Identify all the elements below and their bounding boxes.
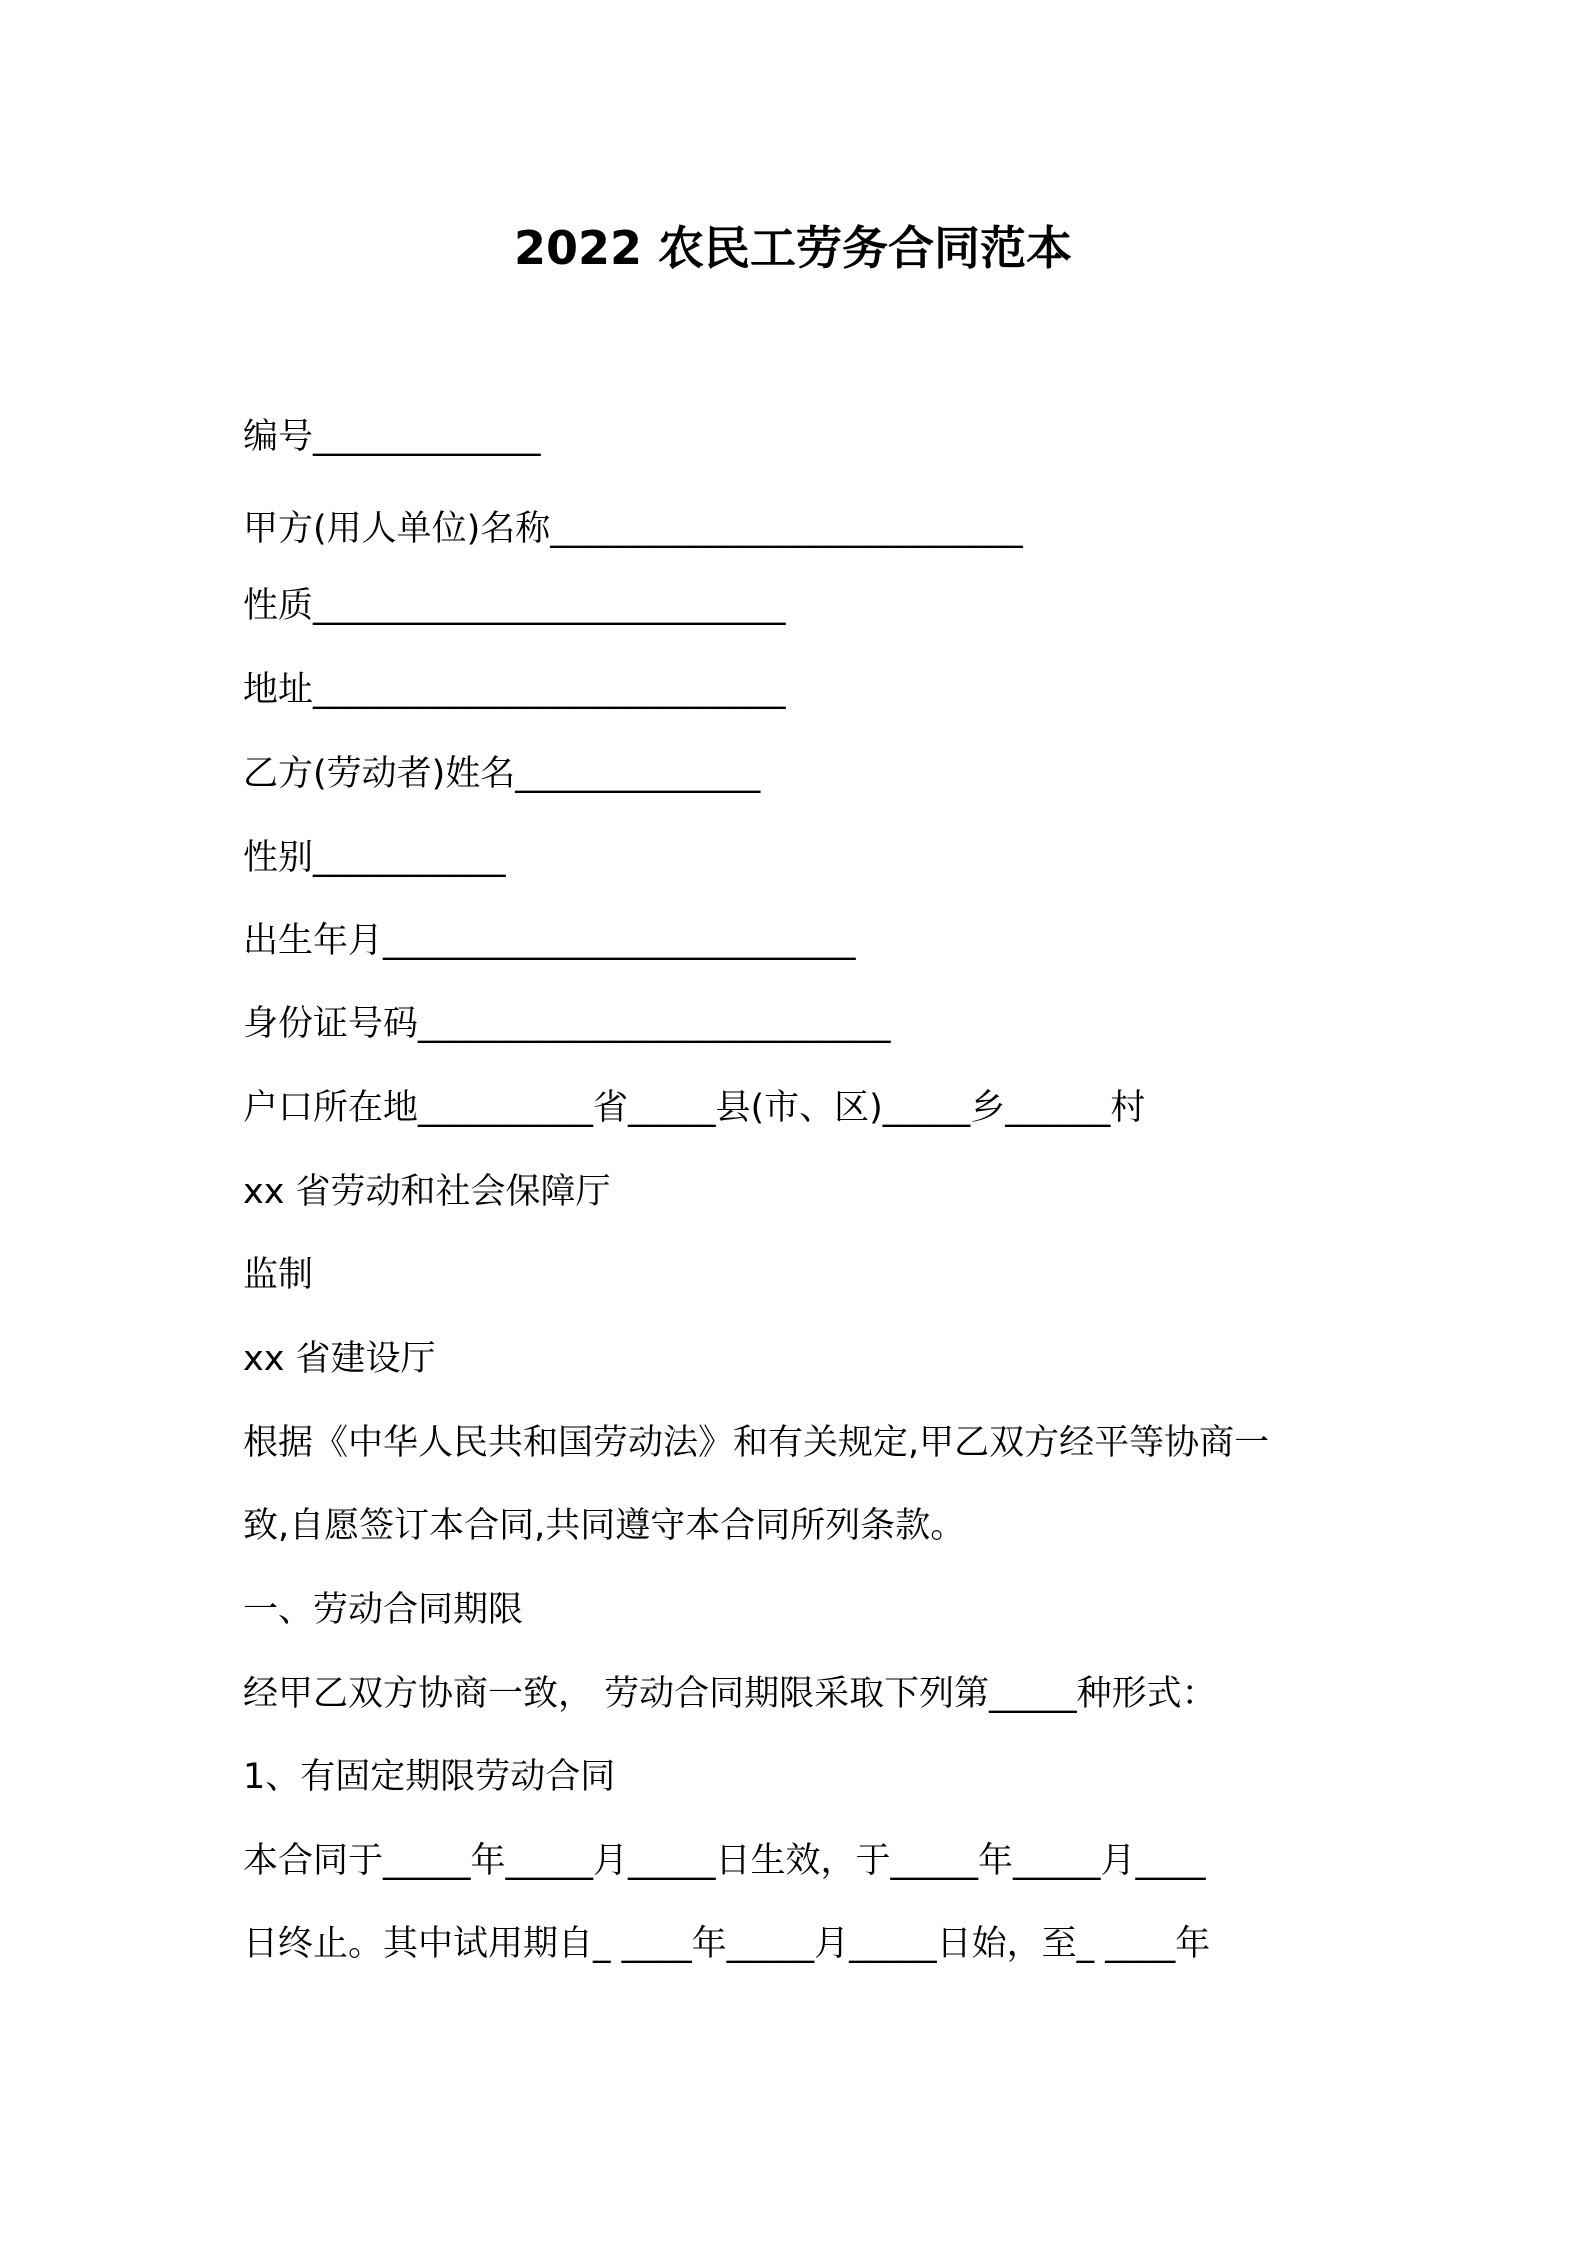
clause-probation-dates: 日终止。其中试用期自_ ____年_____月_____日始，至_ ____年 xyxy=(243,1924,1211,1964)
document-title: 2022 农民工劳务合同范本 xyxy=(513,221,1073,275)
issuer-labor-department: xx 省劳动和社会保障厅 xyxy=(243,1172,611,1212)
field-serial-number: 编号_____________ xyxy=(243,417,541,457)
preamble-line-1: 根据《中华人民共和国劳动法》和有关规定,甲乙双方经平等协商一 xyxy=(243,1423,1270,1463)
contract-term-form-clause: 经甲乙双方协商一致， 劳动合同期限采取下列第_____种形式： xyxy=(243,1674,1217,1714)
section-heading-contract-term: 一、劳动合同期限 xyxy=(243,1590,524,1630)
clause-fixed-term: 1、有固定期限劳动合同 xyxy=(243,1757,616,1797)
issuer-supervised-label: 监制 xyxy=(243,1255,314,1295)
field-birth-date: 出生年月___________________________ xyxy=(243,921,856,961)
clause-effective-dates: 本合同于_____年_____月_____日生效，于_____年_____月____ xyxy=(243,1841,1206,1881)
field-household-location: 户口所在地__________省_____县(市、区)_____乡______村 xyxy=(243,1088,1146,1128)
field-worker-gender: 性别___________ xyxy=(243,838,506,878)
field-employer-nature: 性质___________________________ xyxy=(243,586,786,626)
field-worker-name: 乙方(劳动者)姓名______________ xyxy=(243,754,761,794)
preamble-line-2: 致,自愿签订本合同,共同遵守本合同所列条款。 xyxy=(243,1506,966,1546)
field-employer-address: 地址___________________________ xyxy=(243,670,786,710)
field-employer-name: 甲方(用人单位)名称___________________________ xyxy=(243,509,1023,549)
field-id-number: 身份证号码___________________________ xyxy=(243,1004,891,1044)
issuer-construction-department: xx 省建设厅 xyxy=(243,1339,436,1379)
